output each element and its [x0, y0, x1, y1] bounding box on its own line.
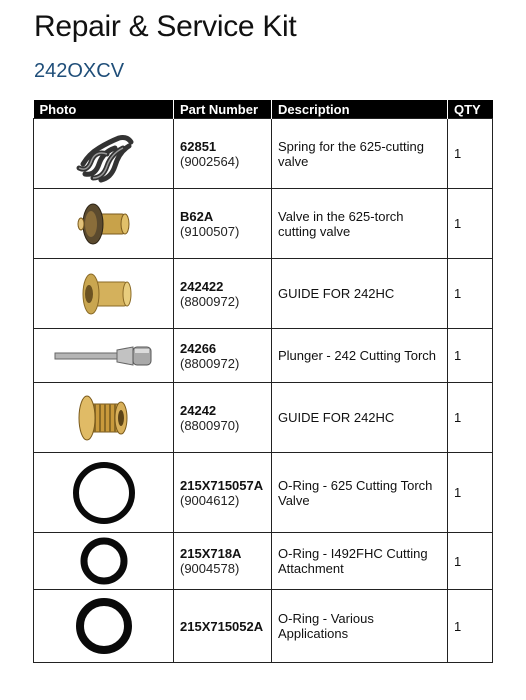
description-cell: O-Ring - 625 Cutting Torch Valve [272, 453, 448, 533]
o-ring-small-icon [74, 535, 134, 587]
part-number: 242422 [180, 278, 224, 294]
photo-cell [34, 119, 174, 189]
part-number: 215X715052A [180, 618, 264, 634]
o-ring-medium-icon [69, 593, 139, 659]
part-number-cell [174, 329, 272, 383]
alt-part-number: (9004578) [180, 561, 240, 576]
description-cell: O-Ring - I492FHC Cutting Attachment [272, 533, 448, 590]
part-number: B62A [180, 208, 214, 224]
brass-guide-icon [69, 386, 139, 450]
qty-cell: 1 [448, 329, 493, 383]
description-cell: Spring for the 625-cutting valve [272, 119, 448, 189]
table-row [34, 533, 493, 590]
column-header-photo: Photo [34, 100, 174, 119]
alt-part-number: (9100507) [180, 223, 240, 239]
qty-cell: 1 [448, 453, 493, 533]
table-row [34, 590, 493, 663]
column-header-qty: QTY [448, 100, 493, 119]
qty-cell: 1 [448, 189, 493, 259]
plunger-icon [49, 336, 159, 376]
alt-part-number: (8800972) [180, 293, 240, 309]
alt-part-number: (9004612) [180, 492, 240, 508]
table-row [34, 329, 493, 383]
part-number: 24242 [180, 402, 217, 418]
column-header-description: Description [272, 100, 448, 119]
photo-cell [34, 590, 174, 663]
spring-icon [69, 124, 139, 184]
page-title: Repair & Service Kit [34, 10, 297, 43]
table-row [34, 259, 493, 329]
qty-cell: 1 [448, 533, 493, 590]
photo-cell [34, 329, 174, 383]
table-row [34, 453, 493, 533]
part-number: 24266 [180, 340, 217, 356]
qty-cell: 1 [448, 590, 493, 663]
part-number: 215X718A [180, 546, 242, 561]
qty-cell: 1 [448, 383, 493, 453]
part-number-cell [174, 189, 272, 259]
table-row [34, 383, 493, 453]
column-header-part-number: Part Number [174, 100, 272, 119]
alt-part-number: (9002564) [180, 153, 240, 169]
photo-cell [34, 533, 174, 590]
kit-model: 242OXCV [34, 60, 125, 82]
photo-cell [34, 383, 174, 453]
photo-cell [34, 259, 174, 329]
o-ring-large-icon [69, 458, 139, 528]
qty-cell: 1 [448, 259, 493, 329]
qty-cell: 1 [448, 119, 493, 189]
description-cell: GUIDE FOR 242HC [272, 259, 448, 329]
valve-icon [69, 194, 139, 254]
guide-icon [69, 264, 139, 324]
part-number: 62851 [180, 138, 217, 154]
alt-part-number: (8800970) [180, 417, 240, 433]
description-cell: GUIDE FOR 242HC [272, 383, 448, 453]
part-number-cell [174, 259, 272, 329]
part-number-cell [174, 119, 272, 189]
description-cell: Plunger - 242 Cutting Torch [272, 329, 448, 383]
photo-cell [34, 453, 174, 533]
part-number-cell [174, 453, 272, 533]
part-number-cell [174, 590, 272, 663]
table-row [34, 119, 493, 189]
description-cell: Valve in the 625-torch cutting valve [272, 189, 448, 259]
part-number: 215X715057A [180, 477, 264, 493]
parts-table [33, 100, 493, 663]
photo-cell [34, 189, 174, 259]
table-row [34, 189, 493, 259]
alt-part-number: (8800972) [180, 355, 240, 371]
part-number-cell [174, 383, 272, 453]
table-header-row [34, 100, 493, 119]
part-number-cell [174, 533, 272, 590]
description-cell: O-Ring - Various Applications [272, 590, 448, 663]
